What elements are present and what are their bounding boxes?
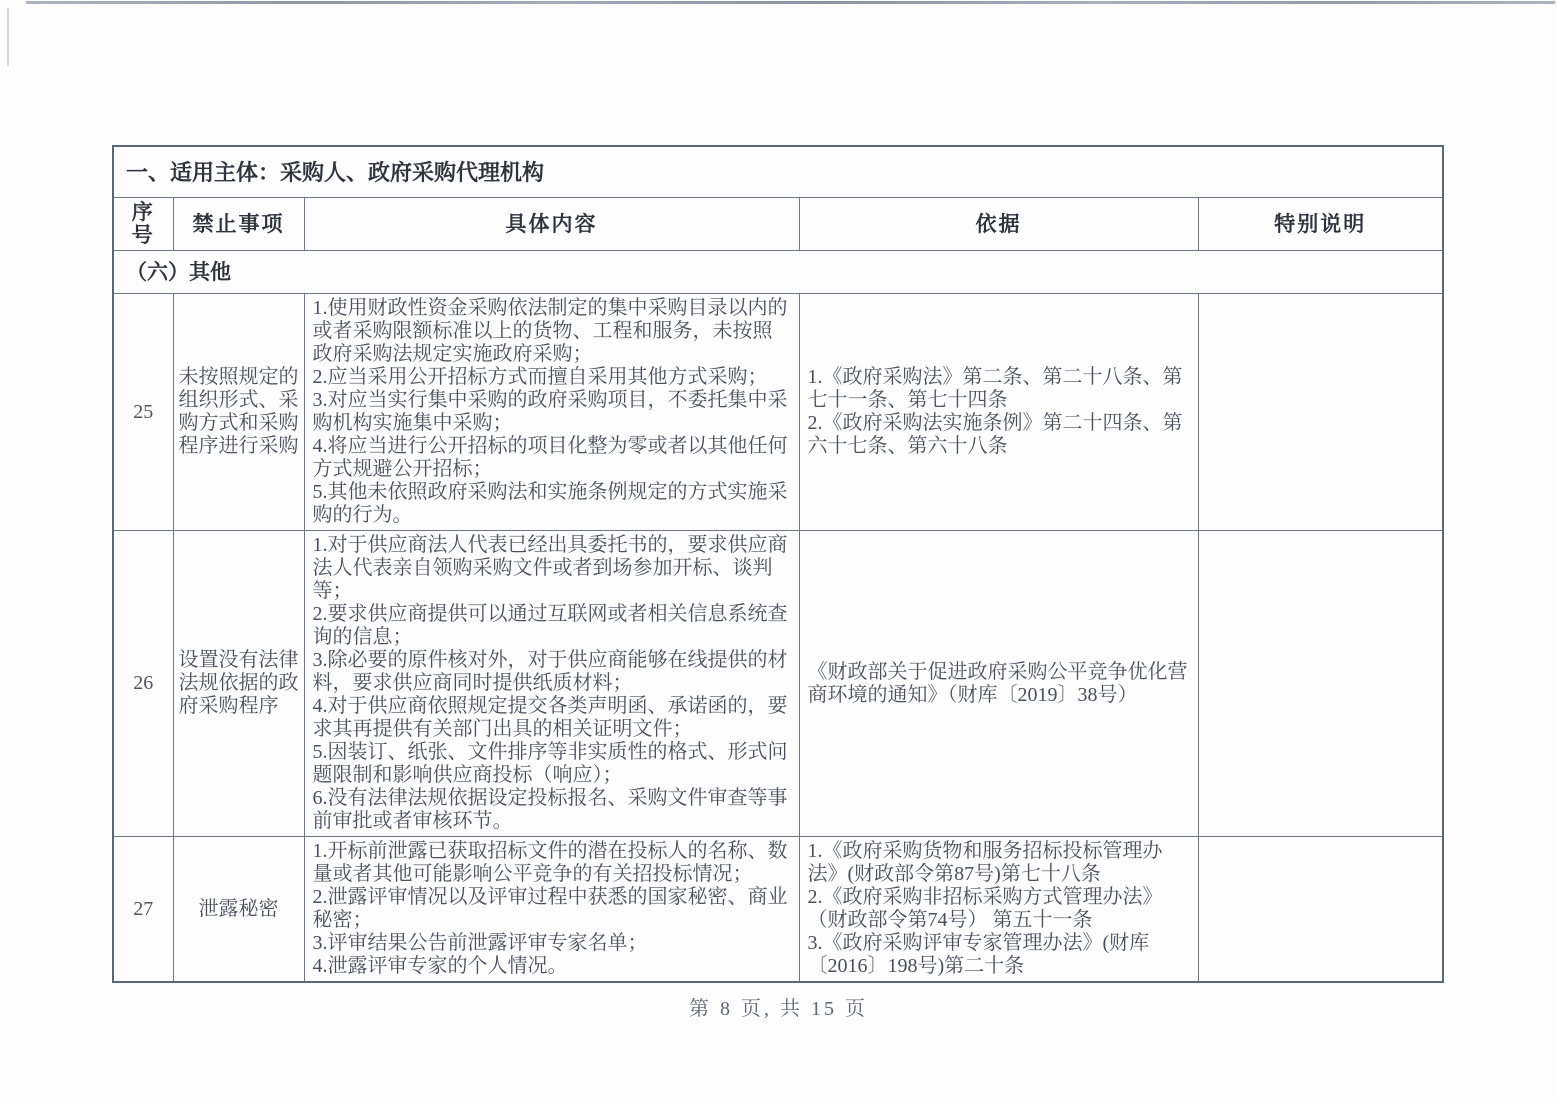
text-line: 《财政部关于促进政府采购公平竞争优化营商环境的通知》（财库〔2019〕38号）: [807, 660, 1188, 706]
scan-artifact-left-tick: [7, 8, 9, 66]
col-header-note: 特别说明: [1198, 198, 1443, 251]
row-number: 25: [113, 294, 173, 531]
col-header-item: 禁止事项: [173, 198, 304, 251]
subsection-label: （六）其他: [113, 251, 1443, 294]
table-row: [113, 294, 1443, 531]
text-line: 2.《政府采购非招标采购方式管理办法》（财政部令第74号） 第五十一条: [807, 886, 1163, 931]
col-header-no: 序号: [113, 198, 173, 251]
detail-content: [304, 531, 799, 837]
text-line: 2.《政府采购法实施条例》第二十四条、第六十七条、第六十八条: [807, 412, 1183, 457]
text-line: 4.泄露评审专家的个人情况。: [312, 955, 568, 977]
text-line: 6.没有法律法规依据设定投标报名、采购文件审查等事前审批或者审核环节。: [312, 787, 788, 832]
text-line: 4.将应当进行公开招标的项目化整为零或者以其他任何方式规避公开招标；: [312, 435, 788, 480]
prohibited-item: 设置没有法律法规依据的政府采购程序: [173, 531, 304, 837]
text-line: 1.使用财政性资金采购依法制定的集中采购目录以内的或者采购限额标准以上的货物、工程和服务，未按照政府采购法规定实施政府采购；: [312, 297, 788, 365]
prohibited-item: 未按照规定的组织形式、采购方式和采购程序进行采购: [173, 294, 304, 531]
prohibitions-table: [112, 145, 1444, 983]
text-line: 4.对于供应商依照规定提交各类声明函、承诺函的，要求其再提供有关部门出具的相关证明文件；: [312, 695, 788, 740]
text-line: 3.《政府采购评审专家管理办法》(财库〔2016〕198号)第二十条: [807, 932, 1150, 977]
text-line: 3.对应当实行集中采购的政府采购项目，不委托集中采购机构实施集中采购；: [312, 389, 788, 434]
text-line: 1.《政府采购法》第二条、第二十八条、第七十一条、第七十四条: [807, 366, 1183, 411]
table-row: [113, 531, 1443, 837]
scan-artifact-top-line: [26, 1, 1555, 4]
legal-basis: [799, 837, 1198, 983]
text-line: 3.评审结果公告前泄露评审专家名单；: [312, 932, 648, 954]
text-line: 1.对于供应商法人代表已经出具委托书的，要求供应商法人代表亲自领购采购文件或者到场参加开标、谈判等；: [312, 534, 788, 602]
text-line: 2.要求供应商提供可以通过互联网或者相关信息系统查询的信息；: [312, 603, 788, 648]
text-line: 2.应当采用公开招标方式而擅自采用其他方式采购；: [312, 366, 768, 388]
detail-content: [304, 837, 799, 983]
text-line: 1.开标前泄露已获取招标文件的潜在投标人的名称、数量或者其他可能影响公平竞争的有关招投标情况；: [312, 840, 788, 885]
table-subsection-row: [113, 251, 1443, 294]
prohibited-item: 泄露秘密: [173, 837, 304, 983]
col-header-basis: 依据: [799, 198, 1198, 251]
text-line: 5.因装订、纸张、文件排序等非实质性的格式、形式问题限制和影响供应商投标（响应）；: [312, 741, 788, 786]
special-note: [1198, 531, 1443, 837]
page-number-footer: 第 8 页, 共 15 页: [689, 998, 868, 1020]
row-number: 26: [113, 531, 173, 837]
text-line: 3.除必要的原件核对外，对于供应商能够在线提供的材料，要求供应商同时提供纸质材料；: [312, 649, 788, 694]
table-title-row: [113, 146, 1443, 198]
table-header-row: [113, 198, 1443, 251]
col-header-content: 具体内容: [304, 198, 799, 251]
text-line: 5.其他未依照政府采购法和实施条例规定的方式实施采购的行为。: [312, 481, 788, 526]
row-number: 27: [113, 837, 173, 983]
special-note: [1198, 837, 1443, 983]
text-line: 1.《政府采购货物和服务招标投标管理办法》(财政部令第87号)第七十八条: [807, 840, 1163, 885]
table-title: 一、适用主体：采购人、政府采购代理机构: [113, 146, 1443, 198]
legal-basis: [799, 294, 1198, 531]
table-row: [113, 837, 1443, 983]
detail-content: [304, 294, 799, 531]
special-note: [1198, 294, 1443, 531]
text-line: 2.泄露评审情况以及评审过程中获悉的国家秘密、商业秘密；: [312, 886, 788, 931]
legal-basis: [799, 531, 1198, 837]
